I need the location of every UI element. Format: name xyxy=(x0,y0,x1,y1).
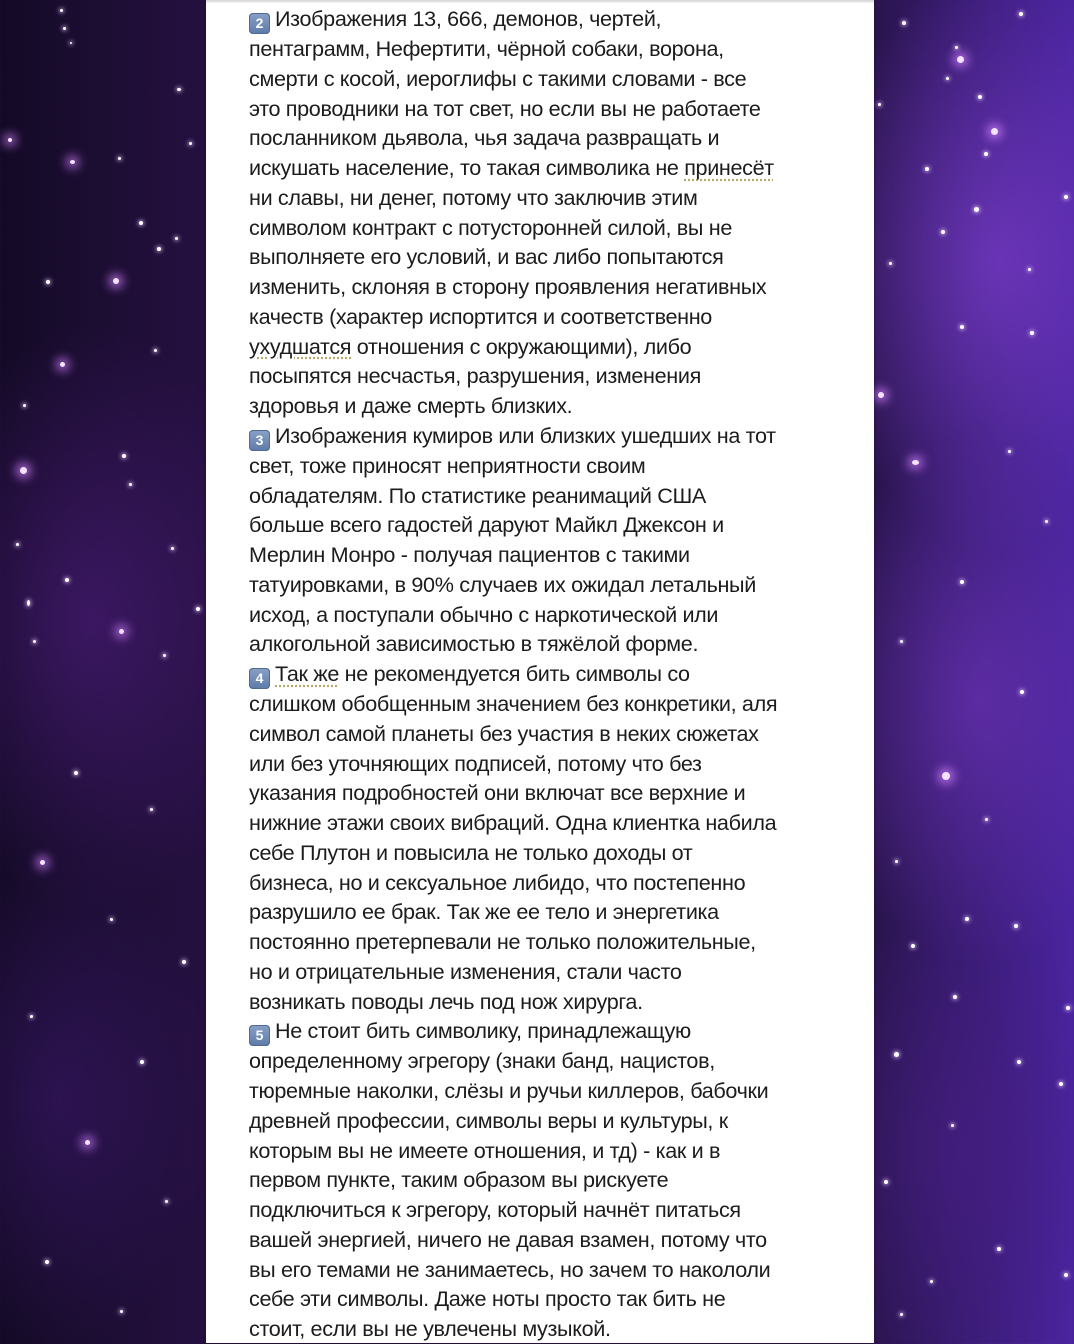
star xyxy=(46,280,50,284)
line: символом контракт с потусторонней силой, вы не xyxy=(249,214,732,240)
star xyxy=(960,580,964,584)
star xyxy=(60,362,65,367)
line: Изображения 13, 666, демонов, чертей, xyxy=(275,6,662,31)
line: посыпятся несчастья, разрушения, изменения xyxy=(249,363,701,389)
line: которым вы не имеете отношения, и тд) - как и в xyxy=(249,1137,721,1163)
star xyxy=(119,629,124,634)
star xyxy=(20,467,27,474)
star xyxy=(110,918,113,921)
star xyxy=(1045,520,1048,523)
star xyxy=(1059,1082,1063,1086)
star xyxy=(900,1313,903,1316)
star xyxy=(163,654,166,657)
line: больше всего гадостей даруют Майкл Джексон и xyxy=(249,512,724,538)
star xyxy=(953,995,957,999)
star xyxy=(900,640,903,643)
line: стоит, если вы не увлечены музыкой. xyxy=(249,1316,611,1341)
spellcheck-word: принесёт xyxy=(684,155,774,180)
line: Изображения кумиров или близких ушедших на тот xyxy=(275,422,776,448)
article-body xyxy=(249,4,829,1344)
star xyxy=(129,483,132,486)
keycap-digit-two-icon: 2 xyxy=(249,13,270,34)
star xyxy=(894,1052,899,1057)
line: выполняете его условий, и вас либо попытаются xyxy=(249,244,724,270)
line: Мерлин Монро - получая пациентов с такими xyxy=(249,542,690,567)
line: подключиться к эгрегору, который начнёт питаться xyxy=(249,1197,741,1222)
line: посланником дьявола, чья задача развращать и xyxy=(249,125,720,151)
line: тюремные наколки, слёзы и ручьи киллеров, бабочки xyxy=(249,1078,769,1103)
star xyxy=(1017,1060,1021,1064)
star xyxy=(74,771,78,775)
line: слишком обобщенным значением без конкретики, аля xyxy=(249,691,778,716)
line: указания подробностей они включат все верхние и xyxy=(249,780,746,806)
star xyxy=(1019,12,1023,16)
star xyxy=(911,944,915,948)
star xyxy=(165,1200,168,1203)
star xyxy=(942,772,950,780)
star xyxy=(991,128,998,135)
line: изменить, склоняя в сторону проявления негативных xyxy=(249,274,767,299)
star xyxy=(189,142,192,145)
keycap-digit-four-icon: 4 xyxy=(249,668,270,689)
star xyxy=(997,1247,1001,1251)
star xyxy=(1066,1006,1070,1010)
star xyxy=(912,460,919,465)
star xyxy=(951,1124,954,1127)
star xyxy=(196,607,200,611)
star xyxy=(878,103,881,106)
star xyxy=(884,1180,888,1184)
line: ни славы, ни денег, потому что заключив этим xyxy=(249,184,698,210)
line: древней профессии, символы веры и культуры, к xyxy=(249,1107,728,1133)
line: себе эти символы. Даже ноты просто так бить не xyxy=(249,1286,726,1312)
star xyxy=(63,27,66,30)
line: искушать население, то такая символика не xyxy=(249,155,685,180)
star xyxy=(878,392,884,398)
line: это проводники на тот свет, но если вы не работаете xyxy=(249,95,761,121)
star xyxy=(960,325,964,329)
spellcheck-word: ухудшатся xyxy=(249,333,352,359)
star xyxy=(139,221,143,225)
star xyxy=(957,56,964,63)
star xyxy=(1014,924,1018,928)
star xyxy=(122,454,126,458)
text-card xyxy=(206,0,874,1343)
star xyxy=(974,207,979,212)
star xyxy=(30,1015,33,1018)
star xyxy=(946,77,949,80)
star xyxy=(45,1260,49,1264)
line: постоянно претерпевали не только положительные, xyxy=(249,929,756,954)
star xyxy=(1028,268,1031,271)
section-5 xyxy=(249,1016,829,1344)
line: бизнеса, но и сексуальное либидо, что постепенно xyxy=(249,869,746,895)
line: качеств (характер испортится и соответственно xyxy=(249,303,712,329)
star xyxy=(925,167,929,171)
section-2 xyxy=(249,4,829,421)
star xyxy=(1020,690,1024,694)
star xyxy=(154,349,157,352)
star xyxy=(1008,450,1011,453)
star xyxy=(23,404,26,407)
line: себе Плутон и повысила не только доходы от xyxy=(249,839,693,865)
line: свет, тоже приносят неприятности своим xyxy=(249,452,646,478)
star xyxy=(171,547,174,550)
line: пентаграмм, Нефертити, чёрной собаки, ворона, xyxy=(249,36,724,61)
line: алкогольной зависимостью в тяжёлой форме. xyxy=(249,631,699,657)
star xyxy=(1064,1273,1068,1277)
star xyxy=(140,1060,144,1064)
star xyxy=(895,860,898,863)
star xyxy=(930,1280,933,1283)
star xyxy=(27,600,30,606)
line: вашей энергией, ничего не давая взамен, потому что xyxy=(249,1226,767,1252)
star xyxy=(40,860,45,865)
line: здоровья и даже смерть близких. xyxy=(249,393,573,418)
section-4 xyxy=(249,659,829,1016)
star xyxy=(1064,195,1068,199)
star xyxy=(118,157,121,160)
line: смерти с косой, иероглифы с такими словами - все xyxy=(249,65,747,91)
star xyxy=(965,917,969,921)
spellcheck-word: Так же xyxy=(275,661,340,686)
line: символ самой планеты без участия в неких сюжетах xyxy=(249,720,759,746)
star xyxy=(177,88,181,91)
line: но и отрицательные изменения, стали часто xyxy=(249,958,682,984)
star xyxy=(65,578,69,582)
line: разрушило ее брак. Так же ее тело и энергетика xyxy=(249,899,719,925)
star xyxy=(984,152,988,156)
star xyxy=(70,160,75,164)
line: татуировками, в 90% случаев их ожидал летальный xyxy=(249,571,756,597)
line: отношения с окружающими), либо xyxy=(351,333,692,359)
star xyxy=(70,42,72,44)
star xyxy=(941,230,945,234)
star xyxy=(85,1140,90,1145)
star xyxy=(902,21,906,25)
line: обладателям. По статистике реанимаций США xyxy=(249,482,706,508)
star xyxy=(955,46,958,49)
star xyxy=(1030,331,1034,335)
line: или без уточняющих подписей, потому что без xyxy=(249,750,702,776)
star xyxy=(978,95,982,99)
line: Не стоит бить символику, принадлежащую xyxy=(275,1018,691,1044)
star xyxy=(985,818,988,821)
star xyxy=(113,278,119,284)
star xyxy=(60,9,63,12)
star xyxy=(157,247,161,251)
star xyxy=(8,138,12,142)
line: первом пункте, таким образом вы рискуете xyxy=(249,1167,669,1193)
line: не рекомендуется бить символы со xyxy=(339,661,690,686)
card-top-edge xyxy=(206,0,874,3)
star xyxy=(33,640,36,643)
star xyxy=(889,262,892,265)
line: вы его темами не занимаетесь, но зачем то накололи xyxy=(249,1256,771,1282)
line: исход, а поступали обычно с наркотической или xyxy=(249,601,719,627)
keycap-digit-five-icon: 5 xyxy=(249,1025,270,1046)
star xyxy=(120,1310,123,1313)
section-3 xyxy=(249,421,829,659)
line: нижние этажи своих вибраций. Одна клиентка набила xyxy=(249,810,777,835)
star xyxy=(182,960,186,964)
star xyxy=(150,808,153,811)
line: возникать поводы лечь под нож хирурга. xyxy=(249,988,643,1014)
keycap-digit-three-icon: 3 xyxy=(249,430,270,451)
star xyxy=(16,543,19,546)
line: определенному эгрегору (знаки банд, нацистов, xyxy=(249,1048,715,1074)
star xyxy=(175,237,178,240)
